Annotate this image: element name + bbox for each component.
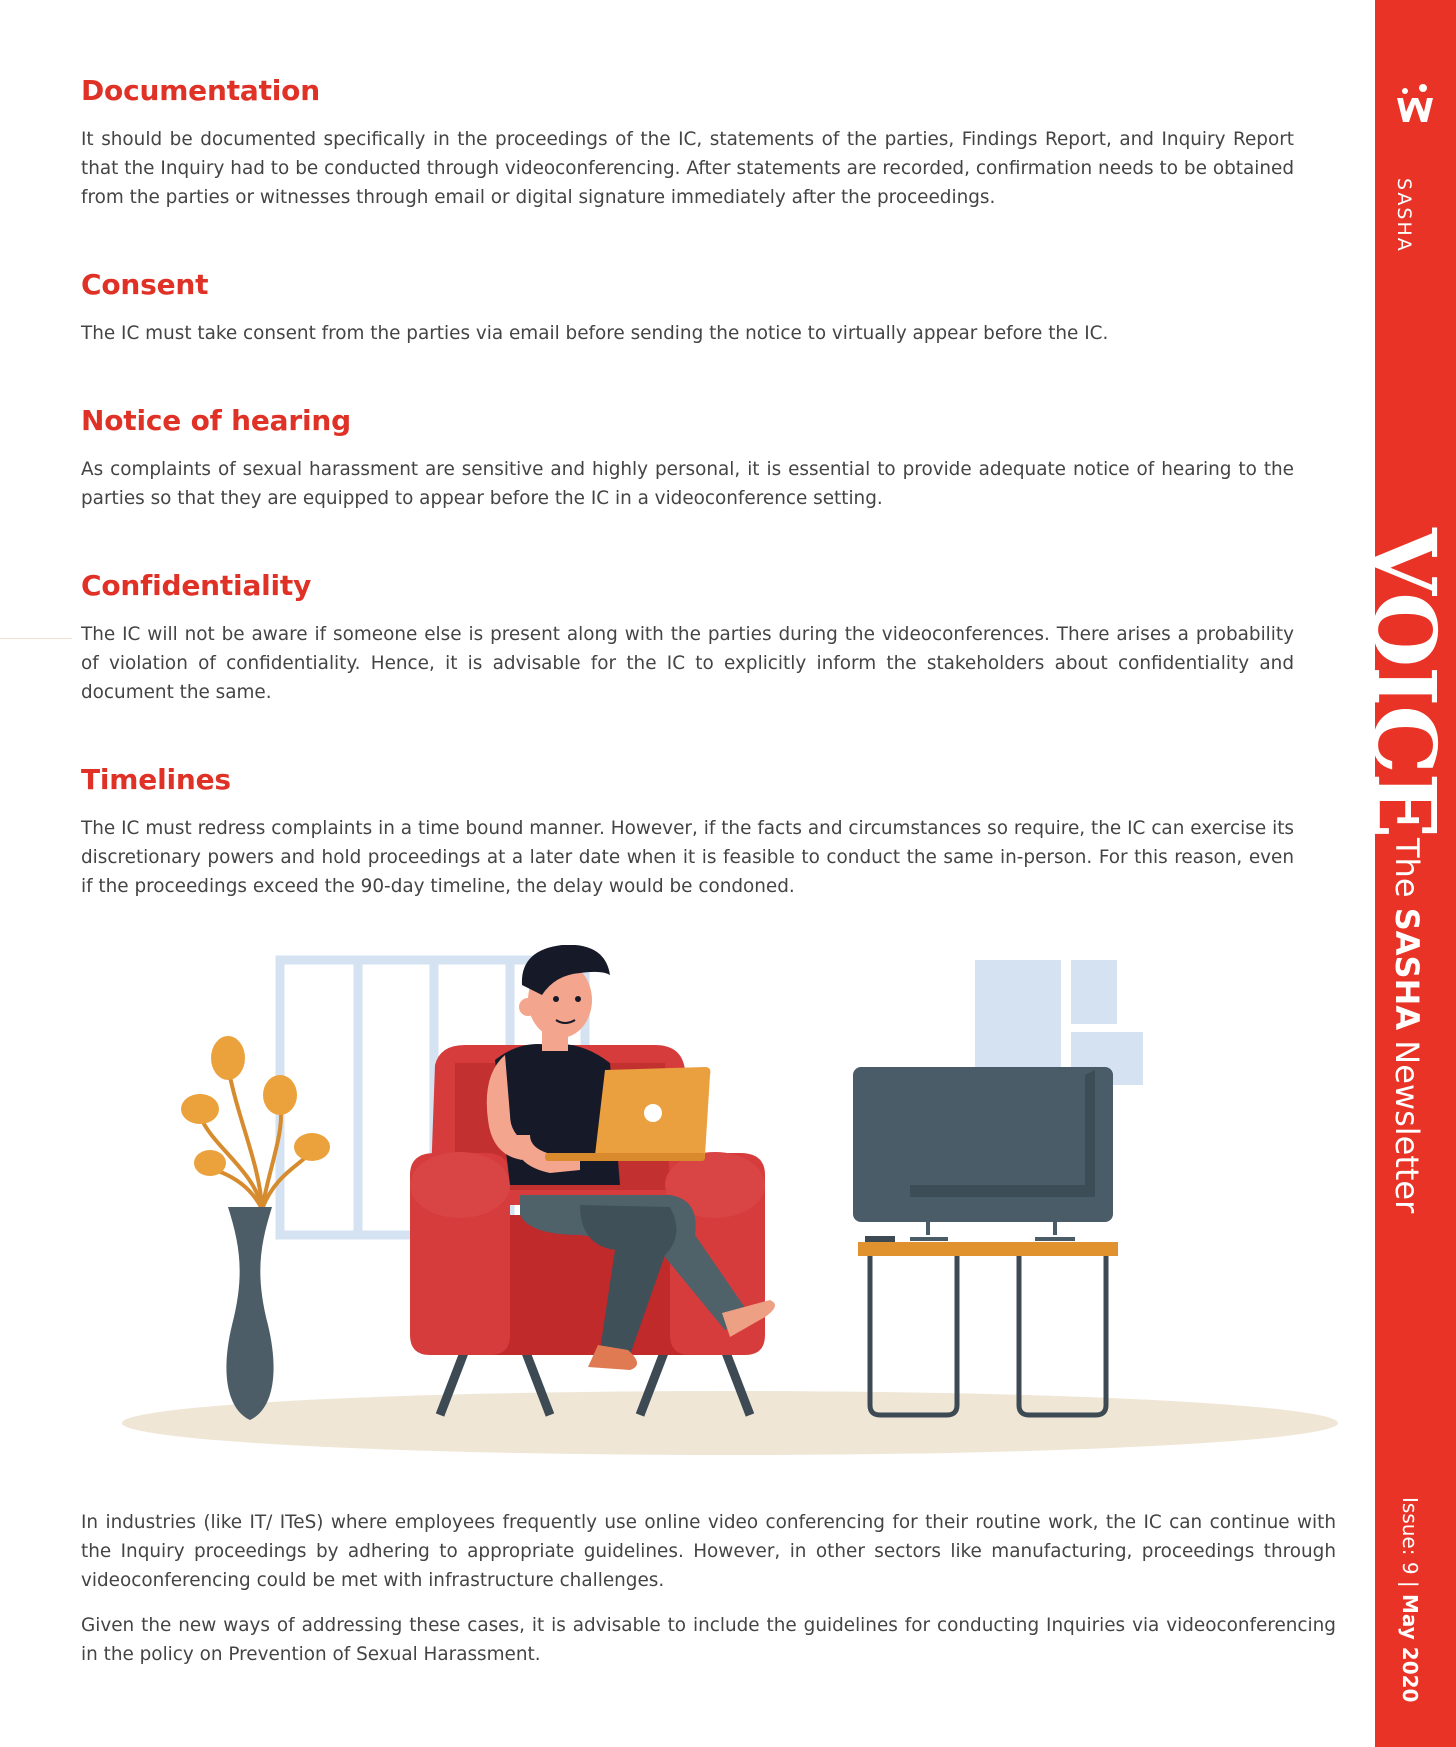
logo-text: SASHA — [1393, 178, 1415, 253]
issue-label — [1398, 1497, 1422, 1702]
tagline-post: Newsletter — [1388, 1030, 1426, 1214]
section-heading: Consent — [81, 268, 209, 301]
issue-date: May 2020 — [1398, 1594, 1422, 1703]
section-body: The IC must take consent from the parties via email before sending the notice to virtually appear before the IC. — [81, 323, 1109, 344]
section-heading: Timelines — [81, 763, 231, 796]
tagline-bold: SASHA — [1388, 907, 1426, 1031]
section-confidentiality — [81, 569, 1294, 707]
margin-rule — [0, 638, 72, 639]
section-heading: Notice of hearing — [81, 404, 351, 437]
sasha-logo-icon — [1393, 82, 1437, 126]
paragraph-text: Given the new ways of addressing these cases, it is advisable to include the guidelines for conducting Inquiries via videoconferencing in the policy on Prevention of Sexual Harassment. — [81, 1615, 1336, 1665]
closing-paragraph-1 — [81, 1508, 1336, 1595]
section-body: It should be documented specifically in the proceedings of the IC, statements of the parties, Findings Report, and Inquiry Report that the Inquiry had to be conducted through videoconferencing. After statements are recorded, confirmation needs to be obtained from the parties or witnesses through email or digital signature immediately after the proceedings. — [81, 129, 1294, 208]
section-body: The IC will not be aware if someone else is present along with the parties during the videoconferences. There arises a probability of violation of confidentiality. Hence, it is advisable for the IC to explicitly inform the stakeholders about confidentiality and document the same. — [81, 624, 1294, 703]
section-notice-of-hearing — [81, 404, 1294, 513]
tagline-pre: The — [1388, 838, 1426, 908]
section-heading: Confidentiality — [81, 569, 312, 602]
paragraph-text: In industries (like IT/ ITeS) where employees frequently use online video conferencing for their routine work, the IC can continue with the Inquiry proceedings by adhering to appropriate guidelines. However, in other sectors like manufacturing, proceedings through videoconferencing could be met with infrastructure challenges. — [81, 1512, 1336, 1591]
section-timelines — [81, 763, 1294, 901]
section-body: As complaints of sexual harassment are sensitive and highly personal, it is essential to provide adequate notice of hearing to the parties so that they are equipped to appear before the IC in a videoconference setting. — [81, 459, 1294, 509]
section-documentation — [81, 74, 1294, 212]
newsletter-title: VOICE — [1353, 528, 1454, 838]
section-heading: Documentation — [81, 74, 320, 107]
closing-paragraph-2 — [81, 1611, 1336, 1669]
issue-number: Issue: 9 | — [1398, 1497, 1422, 1594]
section-body: The IC must redress complaints in a time bound manner. However, if the facts and circumstances so require, the IC can exercise its discretionary powers and hold proceedings at a later date when it is feasible to conduct the same in-person. For this reason, even if the proceedings exceed the 90-day timeline, the delay would be condoned. — [81, 818, 1294, 897]
man-on-armchair-with-laptop-icon — [110, 945, 1350, 1465]
sasha-logo — [1375, 78, 1456, 253]
section-consent — [81, 268, 1294, 348]
newsletter-tagline — [1387, 838, 1427, 1213]
